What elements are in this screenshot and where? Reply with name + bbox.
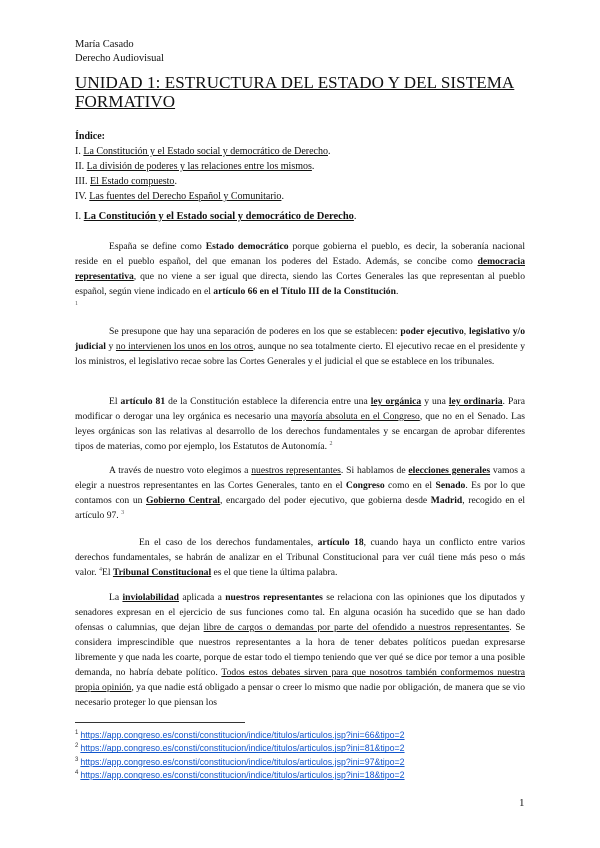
toc-item-end: . <box>174 176 177 187</box>
paragraph-elections <box>75 463 525 523</box>
bold-underlined-term: Gobierno Central <box>146 495 220 506</box>
footnote-item <box>75 755 405 768</box>
text-run: España se define como <box>109 241 206 252</box>
text-run: , ya que nadie está obligado a pensar o creer lo mismo que nadie por obligación, de manera que se vio necesario proteger lo que piensan los <box>75 682 525 708</box>
text-run: porque gobierna el pueblo, es decir, la soberanía nacional reside en el pueblo español, del que emanan los poderes del Estado. Además, se concibe como <box>75 241 525 267</box>
toc-item-end: . <box>281 191 284 202</box>
footnote-item <box>75 728 405 741</box>
bold-term: Madrid <box>430 495 463 506</box>
text-run: La <box>109 592 123 603</box>
footnote-link[interactable]: https://app.congreso.es/consti/constitucion/indice/titulos/articulos.jsp?ini=18&tipo=2 <box>80 770 405 781</box>
footnote-link[interactable]: https://app.congreso.es/consti/constitucion/indice/titulos/articulos.jsp?ini=66&tipo=2 <box>80 729 405 740</box>
text-run: se relaciona con las opiniones que los diputados y senadores expresan en el ejercicio de sus funciones como tal. En alguna ocasión ha sucedido que se han dado ofensas o calumnias, que dejan <box>75 592 525 633</box>
text-run: y <box>105 341 116 352</box>
text-run: , encargado del poder ejecutivo, que gobierna desde <box>219 495 431 506</box>
toc-item-number: II. <box>75 161 85 172</box>
bold-underlined-term: ley orgánica <box>370 396 422 407</box>
text-run: , que no viene a ser igual que directa, siendo las Cortes Generales las que representan al pueblo español, según viene indicado en el <box>75 271 525 297</box>
text-run: En el caso de los derechos fundamentales, <box>139 537 318 548</box>
text-run: como en el <box>384 480 436 491</box>
toc-item-link[interactable]: La Constitución y el Estado social y democrático de Derecho <box>83 146 328 157</box>
document-title: UNIDAD 1: ESTRUCTURA DEL ESTADO Y DEL SISTEMA FORMATIVO <box>75 73 515 111</box>
text-run: , que no en el Senado. Las leyes orgánicas son las relativas al desarrollo de los derechos fundamentales y se encargan de aprobar diferentes tipos de materias, como por ejemplo, los Estatutos de Autonomía. <box>75 411 525 452</box>
page-number: 1 <box>519 797 525 809</box>
footnote-ref[interactable]: 4 <box>99 566 102 573</box>
footnote-item <box>75 741 405 754</box>
text-run: , cuando haya un conflicto entre varios derechos fundamentales, se habrán de analizar en el Tribunal Constitucional para ver cuál tiene más peso o más valor. <box>75 537 525 578</box>
text-run: y una <box>421 396 449 407</box>
bold-term: Senado <box>435 480 466 491</box>
footnote-number: 3 <box>75 756 79 763</box>
footnote-link[interactable]: https://app.congreso.es/consti/constitucion/indice/titulos/articulos.jsp?ini=97&tipo=2 <box>80 756 405 767</box>
text-run: A través de nuestro voto elegimos a <box>109 465 252 476</box>
underlined-text: nuestros representantes <box>251 465 341 476</box>
footnote-number: 4 <box>75 770 79 777</box>
footnote-number: 2 <box>75 743 79 750</box>
text-run: El <box>109 396 121 407</box>
bold-term: artículo 81 <box>120 396 166 407</box>
text-run: . Si hablamos de <box>340 465 409 476</box>
underlined-text: libre de cargos o demandas por parte del ofendido a nuestros representantes <box>203 622 510 633</box>
toc-item-number: IV. <box>75 191 87 202</box>
paragraph-democratic-state <box>75 239 525 314</box>
text-run: , aunque no sea totalmente cierto. El ejecutivo recae en el presidente y los ministros, el legislativo recae sobre las Cortes Generales y el judicial el que se establece en los tribunales. <box>75 341 526 367</box>
footnote-ref[interactable]: 3 <box>121 509 125 516</box>
text-run: . Es por lo que contamos con un <box>75 480 525 506</box>
bold-underlined-term: ley ordinaria <box>448 396 503 407</box>
section-title: La Constitución y el Estado social y democrático de Derecho <box>83 211 354 222</box>
footnote-link[interactable]: https://app.congreso.es/consti/constitucion/indice/titulos/articulos.jsp?ini=81&tipo=2 <box>80 743 405 754</box>
underlined-text: mayoría absoluta en el Congreso <box>291 411 420 422</box>
text-run: , <box>463 326 469 337</box>
bold-underlined-term: elecciones generales <box>408 465 491 476</box>
toc-item-end: . <box>311 161 315 172</box>
paragraph-inviolability <box>75 590 525 710</box>
page-header <box>75 38 164 66</box>
toc-item[interactable] <box>75 189 331 204</box>
text-run: vamos a elegir a nuestros representantes en las Cortes Generales, tanto en el <box>75 465 526 491</box>
footnote-ref[interactable]: 1 <box>75 300 78 307</box>
text-run: es el que tiene la última palabra. <box>211 567 338 578</box>
text-run: , recogido en el artículo 97. <box>75 495 525 521</box>
bold-term: Estado democrático <box>205 241 289 252</box>
section-title-end: . <box>353 211 357 222</box>
toc-label: Índice: <box>75 131 105 142</box>
toc-item-link[interactable]: La división de poderes y las relaciones entre los mismos <box>86 161 312 172</box>
bold-term: artículo 18 <box>317 537 364 548</box>
toc-item-link[interactable]: El Estado compuesto <box>90 176 175 187</box>
paragraph-fundamental-rights <box>75 535 525 580</box>
paragraph-organic-laws <box>75 394 525 454</box>
footnote-separator <box>75 722 245 723</box>
footnote-number: 1 <box>75 730 79 736</box>
toc-item-number: III. <box>75 176 88 187</box>
underlined-text: Todos estos debates sirven para que nosotros también conformemos nuestra propia opinión <box>75 667 525 693</box>
section-heading <box>75 211 357 222</box>
text-run: El <box>102 567 113 578</box>
underlined-text: no intervienen los unos en los otros <box>115 341 254 352</box>
footnotes <box>75 728 405 782</box>
text-run: . Para modificar o derogar una ley orgánica es necesario una <box>75 396 526 422</box>
footnote-item <box>75 768 405 781</box>
toc-item[interactable] <box>75 174 331 189</box>
text-run: . <box>395 286 399 297</box>
bold-underlined-term: inviolabilidad <box>122 592 179 603</box>
text-run: de la Constitución establece la diferencia entre una <box>165 396 371 407</box>
footnote-ref[interactable]: 2 <box>329 440 333 447</box>
toc-item-number: I. <box>75 146 81 157</box>
toc-item[interactable] <box>75 159 331 174</box>
toc-item-end: . <box>328 146 331 157</box>
text-run: Se presupone que hay una separación de poderes en los que se establecen: <box>109 326 401 337</box>
text-run: aplicada a <box>178 592 226 603</box>
toc-item-link[interactable]: Las fuentes del Derecho Español y Comunitario <box>89 191 282 202</box>
paragraph-separation-of-powers <box>75 324 525 369</box>
bold-underlined-term: democracia representativa <box>75 256 525 282</box>
bold-term: Congreso <box>345 480 385 491</box>
bold-underlined-term: Tribunal Constitucional <box>112 567 212 578</box>
subject-name: Derecho Audiovisual <box>75 53 164 64</box>
table-of-contents <box>75 129 331 204</box>
bold-term: legislativo y/o judicial <box>75 326 526 352</box>
text-run: . Se considera imprescindible que nuestros representantes a la hora de tener debates políticos puedan expresarse libremente y que nada les coarte, porque de estar todo el tiempo teniendo que ver qué se dice por temor a una posible demanda, no habría debate político. <box>75 622 526 678</box>
author-name: María Casado <box>75 39 134 50</box>
toc-item[interactable] <box>75 144 331 159</box>
bold-term: nuestros representantes <box>225 592 323 603</box>
bold-term: poder ejecutivo <box>400 326 464 337</box>
bold-term: artículo 66 en el Título III de la Constitución <box>213 286 396 297</box>
section-number: I. <box>75 211 82 222</box>
